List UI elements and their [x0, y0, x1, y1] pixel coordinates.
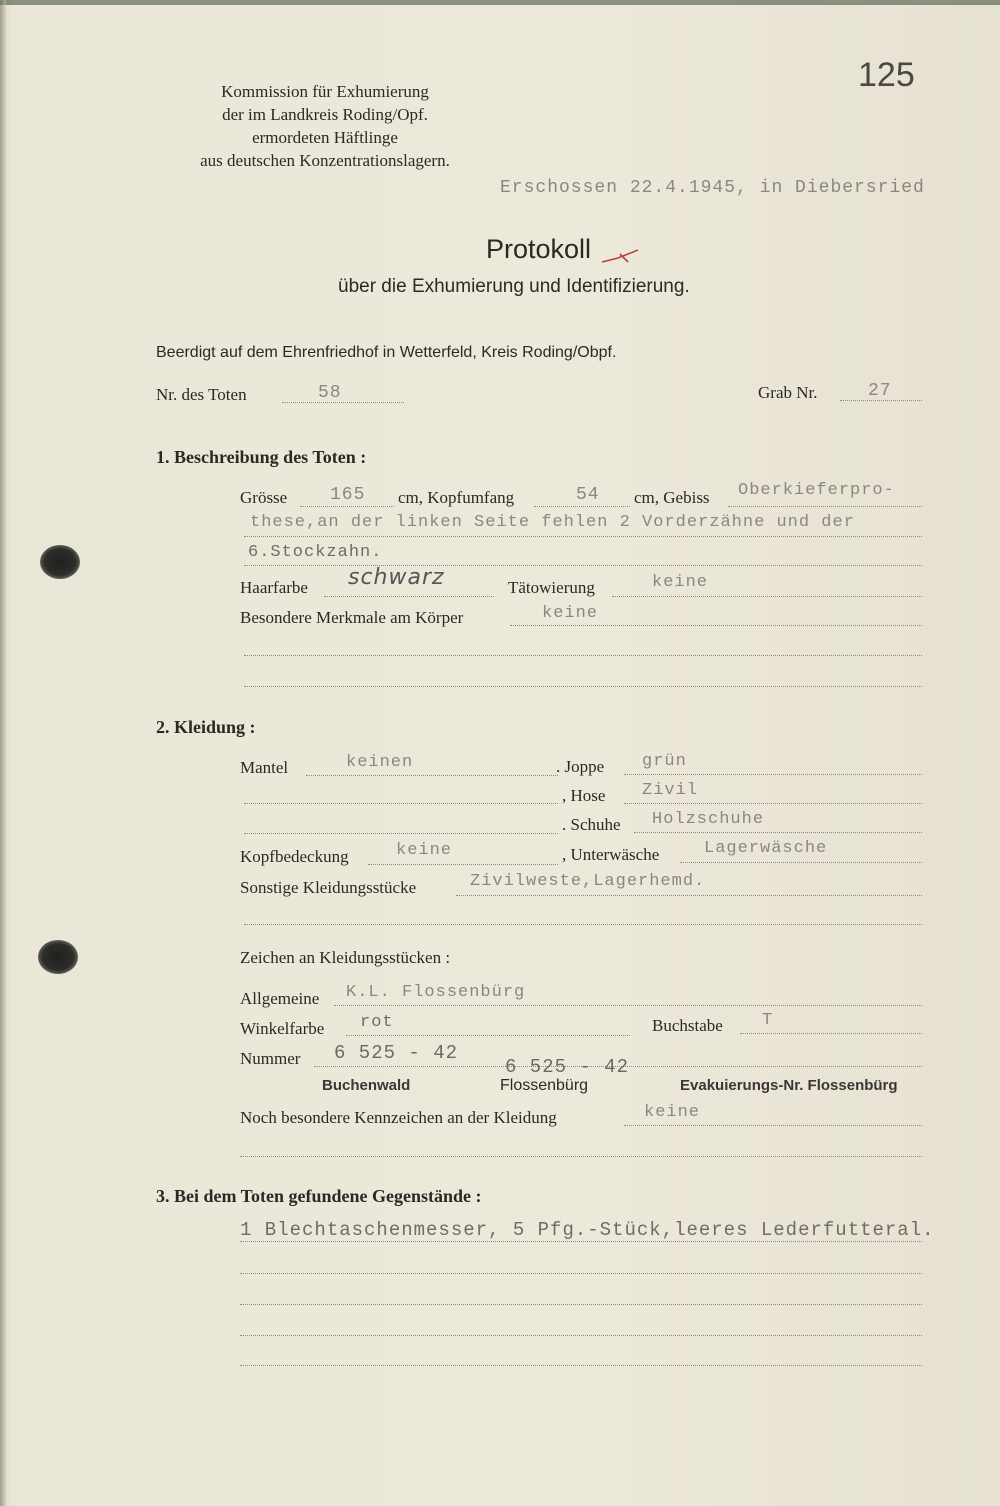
- dead-number-value: 58: [318, 383, 342, 403]
- column-evacuation: Evakuierungs-Nr. Flossenbürg: [680, 1077, 898, 1094]
- height-value: 165: [330, 485, 366, 505]
- coat-label: Mantel: [240, 758, 289, 777]
- teeth-line-3: [244, 565, 922, 566]
- shoes-line: [634, 832, 922, 833]
- coat-value: keinen: [346, 753, 414, 772]
- section-3-heading: 3. Bei dem Toten gefundene Gegenstände :: [156, 1186, 482, 1206]
- burial-place: Beerdigt auf dem Ehrenfriedhof in Wetterfeld, Kreis Roding/Obpf.: [156, 344, 617, 361]
- document-title: Protokoll: [486, 234, 592, 264]
- dead-number-line: [282, 402, 404, 403]
- trousers-label: , Hose: [562, 786, 606, 805]
- tattoo-value: keine: [652, 573, 709, 592]
- teeth-line-2: [244, 536, 922, 537]
- commission-line-1: Kommission für Exhumierung: [221, 82, 429, 101]
- head-circumference-value: 54: [576, 485, 600, 505]
- shoes-value: Holzschuhe: [652, 810, 765, 829]
- teeth-value-1: Oberkieferpro-: [738, 481, 895, 500]
- page-left-edge: [0, 0, 6, 1506]
- general-line: [334, 1005, 922, 1006]
- jacket-value: grün: [642, 752, 687, 771]
- section-2-heading: 2. Kleidung :: [156, 717, 256, 737]
- page-number: 125: [858, 56, 915, 94]
- document-subtitle: über die Exhumierung und Identifizierung.: [338, 276, 690, 297]
- coat-line-3: [244, 833, 558, 834]
- blank-line-2: [244, 686, 922, 687]
- further-marks-line-2: [240, 1156, 922, 1157]
- height-line: [300, 506, 394, 507]
- shot-note: Erschossen 22.4.1945, in Diebersried: [500, 178, 925, 198]
- commission-line-2: der im Landkreis Roding/Opf.: [222, 105, 428, 124]
- teeth-label: cm, Gebiss: [634, 488, 710, 507]
- coat-line: [306, 775, 558, 776]
- trousers-value: Zivil: [642, 781, 699, 800]
- number-label: Nummer: [240, 1049, 301, 1068]
- commission-header: [150, 80, 500, 172]
- shoes-label: . Schuhe: [562, 815, 621, 834]
- general-label: Allgemeine: [240, 989, 320, 1008]
- general-value: K.L. Flossenbürg: [346, 983, 526, 1002]
- found-items-value: 1 Blechtaschenmesser, 5 Pfg.-Stück,leeres Lederfutteral.: [240, 1219, 935, 1241]
- hair-color-value: schwarz: [348, 565, 445, 590]
- body-marks-line: [510, 625, 922, 626]
- underwear-line: [680, 862, 922, 863]
- other-clothing-label: Sonstige Kleidungsstücke: [240, 878, 417, 897]
- tattoo-line: [612, 596, 922, 597]
- column-flossenbuerg: Flossenbürg: [500, 1077, 589, 1094]
- blank-line-1: [244, 655, 922, 656]
- commission-line-4: aus deutschen Konzentrationslagern.: [200, 151, 450, 170]
- triangle-color-line: [346, 1035, 630, 1036]
- hair-color-label: Haarfarbe: [240, 578, 308, 597]
- underwear-label: , Unterwäsche: [562, 845, 660, 864]
- body-marks-label: Besondere Merkmale am Körper: [240, 608, 464, 627]
- dead-number-label: Nr. des Toten: [156, 385, 247, 404]
- trousers-line: [624, 803, 922, 804]
- commission-line-3: ermordeten Häftlinge: [252, 128, 398, 147]
- height-label: Grösse: [240, 488, 288, 507]
- further-marks-value: keine: [644, 1103, 701, 1122]
- punch-hole-top: [40, 545, 80, 579]
- items-line-1: [240, 1241, 922, 1242]
- teeth-value-2: these,an der linken Seite fehlen 2 Vorderzähne und der: [250, 513, 855, 532]
- further-marks-line: [624, 1125, 922, 1126]
- number-value-flossenbuerg: 6 525 - 42: [505, 1056, 630, 1078]
- jacket-label: . Joppe: [556, 757, 605, 776]
- further-marks-label: Noch besondere Kennzeichen an der Kleidung: [240, 1108, 557, 1127]
- clothing-marks-label: Zeichen an Kleidungsstücken :: [240, 948, 451, 967]
- tattoo-label: Tätowierung: [508, 578, 595, 597]
- red-check-mark: [598, 246, 644, 268]
- punch-hole-bottom: [38, 940, 78, 974]
- number-value-buchenwald: 6 525 - 42: [334, 1042, 459, 1064]
- letter-value: T: [762, 1011, 774, 1030]
- hair-color-line: [324, 596, 494, 597]
- column-buchenwald: Buchenwald: [322, 1077, 411, 1094]
- jacket-line: [624, 774, 922, 775]
- body-marks-value: keine: [542, 604, 599, 623]
- items-line-2: [240, 1273, 922, 1274]
- other-clothing-line: [456, 895, 922, 896]
- head-circumference-line: [534, 506, 630, 507]
- grave-number-value: 27: [868, 381, 892, 401]
- triangle-color-value: rot: [360, 1013, 394, 1032]
- grave-number-label: Grab Nr.: [758, 383, 818, 402]
- items-line-5: [240, 1365, 922, 1366]
- letter-label: Buchstabe: [652, 1016, 723, 1035]
- items-line-3: [240, 1304, 922, 1305]
- triangle-color-label: Winkelfarbe: [240, 1019, 325, 1038]
- headwear-line: [368, 864, 558, 865]
- items-line-4: [240, 1335, 922, 1336]
- underwear-value: Lagerwäsche: [704, 839, 828, 858]
- other-clothing-line-2: [244, 924, 922, 925]
- teeth-line-1: [728, 506, 922, 507]
- letter-line: [740, 1033, 922, 1034]
- headwear-label: Kopfbedeckung: [240, 847, 349, 866]
- section-1-heading: 1. Beschreibung des Toten :: [156, 447, 367, 467]
- headwear-value: keine: [396, 841, 453, 860]
- coat-line-2: [244, 803, 558, 804]
- teeth-value-3: 6.Stockzahn.: [248, 543, 383, 562]
- page-top-edge: [0, 0, 1000, 5]
- head-circumference-label: cm, Kopfumfang: [398, 488, 515, 507]
- other-clothing-value: Zivilweste,Lagerhemd.: [470, 872, 706, 891]
